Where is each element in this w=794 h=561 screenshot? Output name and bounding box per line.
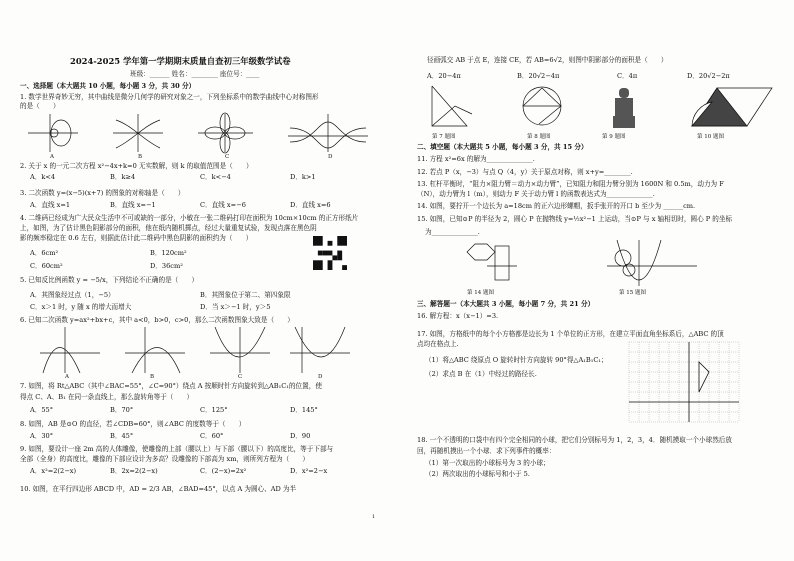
q6-parabola-figures: [40, 327, 350, 373]
q18-part-1: （1）第一次取出的小球标号为 3 的小球；: [425, 459, 550, 467]
q18-text-b: 回，再随机摸出一个小球．求下列事件的概率：: [417, 447, 556, 455]
q3-opt-a: A．直线 x=1: [30, 201, 71, 209]
q15-text-b: 为______________.: [425, 228, 480, 236]
q13-text-b: （N），动力臂为 l（m），则动力 F 关于动力臂 l 的函数表达式为______________.: [417, 190, 655, 198]
q10-opt-c: C．4π: [617, 72, 638, 80]
q2-opt-a: A．k<4: [30, 173, 56, 181]
q10-text: 10. 如图，在平行四边形 ABCD 中，AD = 2/3 AB，∠BAD=45°，以点 A 为圆心、AD 为半: [20, 485, 297, 493]
q4-text-b: 上，如图，为了估计黑色阴影部分的面积，他在纸内随机掷点，经过大量重复试验，发现点落在黑色阴: [20, 224, 317, 232]
q10-opt-b: B．20√2−4π: [517, 72, 560, 80]
q7-opt-b: B．70°: [110, 406, 134, 414]
section-3-heading: 三、解答题一（本大题共 3 小题，每小题 7 分，共 21 分）: [417, 300, 595, 308]
q13-text: 13. 杠杆平衡时，“阻力×阻力臂＝动力×动力臂”，已知阻力和阻力臂分别为 1600N 和 0.5m，动力为 F: [417, 180, 724, 188]
q8-opt-a: A．30°: [30, 432, 54, 440]
q12-text: 12. 若点 P（x，−3）与点 Q（4，y）关于原点对称，则 x+y=________.: [417, 168, 633, 176]
q17-text-b: 点均在格点上.: [417, 340, 459, 348]
q10-text-b: 径画弧交 AB 于点 E，连接 CE，若 AB=6√2，则图中阴影部分的面积是（ ）: [427, 56, 668, 64]
q15-text: 15. 如图，已知⊙P 的半径为 2，圆心 P 在抛物线 y=½x²−1 上运动，当⊙P 与 x 轴相切时，圆心 P 的坐标: [417, 215, 733, 223]
student-info-line: 班级：______ 姓名：________ 座位号：____: [130, 70, 260, 78]
q8-opt-c: C．60°: [200, 432, 224, 440]
q2-text: 2. 关于 x 的一元二次方程 x²−4x+k=0 无实数解，则 k 的取值范围是（ ）: [20, 162, 253, 170]
q9-text-b: 全部（全身）的高度比，雕像的下部应设计为多高？设雕像的下部高为 xm，则所列方程为（ ）: [20, 455, 310, 463]
q6-label-d: D: [318, 374, 323, 380]
q7-text-b: 得点 C、A、B₁ 在同一条直线上，那么旋转角等于（ ）: [20, 393, 194, 401]
q1-label-c: C: [225, 154, 230, 160]
q10-opt-a: A．20−4π: [427, 72, 461, 80]
q1-label-d: D: [328, 154, 333, 160]
q3-opt-c: C．直线 x=−6: [200, 201, 246, 209]
q2-opt-d: D．k>1: [290, 173, 316, 181]
q3-opt-d: D．直线 x=6: [290, 201, 331, 209]
q4-opt-d: D．36cm²: [150, 262, 183, 270]
q7-q10-figures: [427, 84, 772, 130]
q7-opt-c: C．125°: [200, 406, 228, 414]
q9-opt-b: B．2x=2(2−x): [110, 467, 158, 475]
q17-part-2: （2）求点 B 在（1）中经过的路径长.: [425, 370, 537, 378]
q8-text: 8. 如图，AB 是⊙O 的直径，若∠CDB=60°，则∠ABC 的度数等于（ ）: [20, 420, 246, 428]
q8-opt-d: D．90: [290, 432, 311, 440]
q1-figures: [28, 112, 368, 154]
q6-text: 6. 已知二次函数 y=ax²+bx+c，其中 a<0，b>0，c>0，那么二次函数图象大致是（ ）: [20, 316, 294, 324]
q6-label-b: B: [150, 374, 155, 380]
q7-opt-a: A．55°: [30, 406, 54, 414]
q10-opt-d: D．20√2−2π: [687, 72, 730, 80]
q7-opt-d: D．145°: [290, 406, 318, 414]
q6-label-a: A: [65, 374, 69, 380]
q5-opt-a: A．其图象经过点（1，−5）: [30, 291, 115, 299]
q1-text-b: 的是（ ）: [20, 102, 60, 110]
q8-opt-b: B．45°: [110, 432, 134, 440]
fig14-caption: 第 14 题图: [467, 290, 494, 296]
q1-text: 1. 数学世界奇妙无穷，其中曲线是微分几何学的研究对象之一，下列坐标系中的数学曲线中心对称图形: [20, 93, 319, 101]
q9-opt-a: A．x²=2(2−x): [30, 467, 77, 475]
q17-part-1: （1）将△ABC 绕原点 O 旋转时针方向旋转 90°得△A₁B₁C₁；: [425, 356, 608, 364]
q4-opt-c: C．60cm²: [30, 262, 63, 270]
qr-code-image: [313, 236, 347, 270]
fig10-caption: 第 10 题图: [697, 134, 724, 140]
q3-text: 3. 二次函数 y=(x−5)(x+7) 的图象的对称轴是（ ）: [20, 189, 185, 197]
q9-text: 9. 如图，要设计一座 2m 高的人体雕像，使雕像的上部（腰以上）与下部（腰以下）的高度比，等于下部与: [20, 445, 334, 453]
fig15-caption: 第 15 题图: [619, 290, 646, 296]
q4-text-c: 影的频率稳定在 0.6 左右，则据此估计此二维码中黑色阴影的面积约为（ ）: [20, 234, 253, 242]
q16-text: 16. 解方程：x（x−1）=3.: [417, 312, 499, 320]
q4-opt-a: A．6cm²: [30, 249, 59, 257]
q4-opt-b: B．120cm²: [150, 249, 187, 257]
q5-opt-b: B．其图象位于第二、第四象限: [200, 291, 291, 299]
q5-opt-c: C．x＞1 时，y 随 x 的增大而增大: [30, 303, 132, 311]
q14-q15-figures: [457, 240, 717, 286]
q17-grid-figure: [629, 342, 739, 424]
q1-label-b: B: [138, 154, 143, 160]
q11-text: 11. 方程 x²=6x 的解为______________.: [417, 155, 535, 163]
q7-text: 7. 如图，将 Rt△ABC（其中∠BAC=55°，∠C=90°）绕点 A 按顺时针方向旋转到△AB₁C₁的位置，使: [20, 382, 322, 390]
q1-label-a: A: [50, 154, 54, 160]
q2-opt-c: C．k<−4: [200, 173, 231, 181]
page-title: 2024-2025 学年第一学期期末质量自查初三年级数学试卷: [70, 56, 291, 66]
section-1-heading: 一、选择题（本大题共 10 小题，每小题 3 分，共 30 分）: [20, 82, 196, 90]
fig7-caption: 第 7 题图: [432, 134, 456, 140]
fig9-caption: 第 9 题图: [602, 134, 626, 140]
q18-text: 18. 一个不透明的口袋中有四个完全相同的小球，把它们分别标号为 1，2，3，4．随机摸取一个小球然后放: [417, 436, 732, 444]
section-2-heading: 二、填空题（本大题共 5 小题，每小题 3 分，共 15 分）: [417, 143, 588, 151]
q17-text: 17. 如图，方格纸中的每个小方格都是边长为 1 个单位的正方形，在建立平面直角坐标系后，△ABC 的顶: [417, 330, 724, 338]
q9-opt-d: D．x²=2−x: [290, 467, 328, 475]
q2-opt-b: B．k≥4: [110, 173, 136, 181]
q9-opt-c: C．(2−x)=2x²: [200, 467, 247, 475]
page-number: 1: [372, 514, 376, 520]
fig8-caption: 第 8 题图: [527, 134, 551, 140]
q5-opt-d: D．当 x＞−1 时，y＞5: [200, 303, 271, 311]
q6-label-c: C: [238, 374, 243, 380]
q5-text: 5. 已知反比例函数 y = −5/x，下列结论不正确的是（ ）: [20, 276, 199, 284]
q4-text: 4. 二维码已经成为广大民众生活中不可或缺的一部分，小敏在一张二维码打印在面积为 10cm×10cm 的正方形纸片: [20, 214, 359, 222]
q14-text: 14. 如图，要拧开一个边长为 a=18cm 的正六边形螺帽，扳手张开的开口 b 至少为 ______cm.: [417, 202, 696, 210]
q18-part-2: （2）两次取出的小球标号和小于 5.: [425, 470, 530, 478]
q3-opt-b: B．直线 x=−1: [110, 201, 156, 209]
